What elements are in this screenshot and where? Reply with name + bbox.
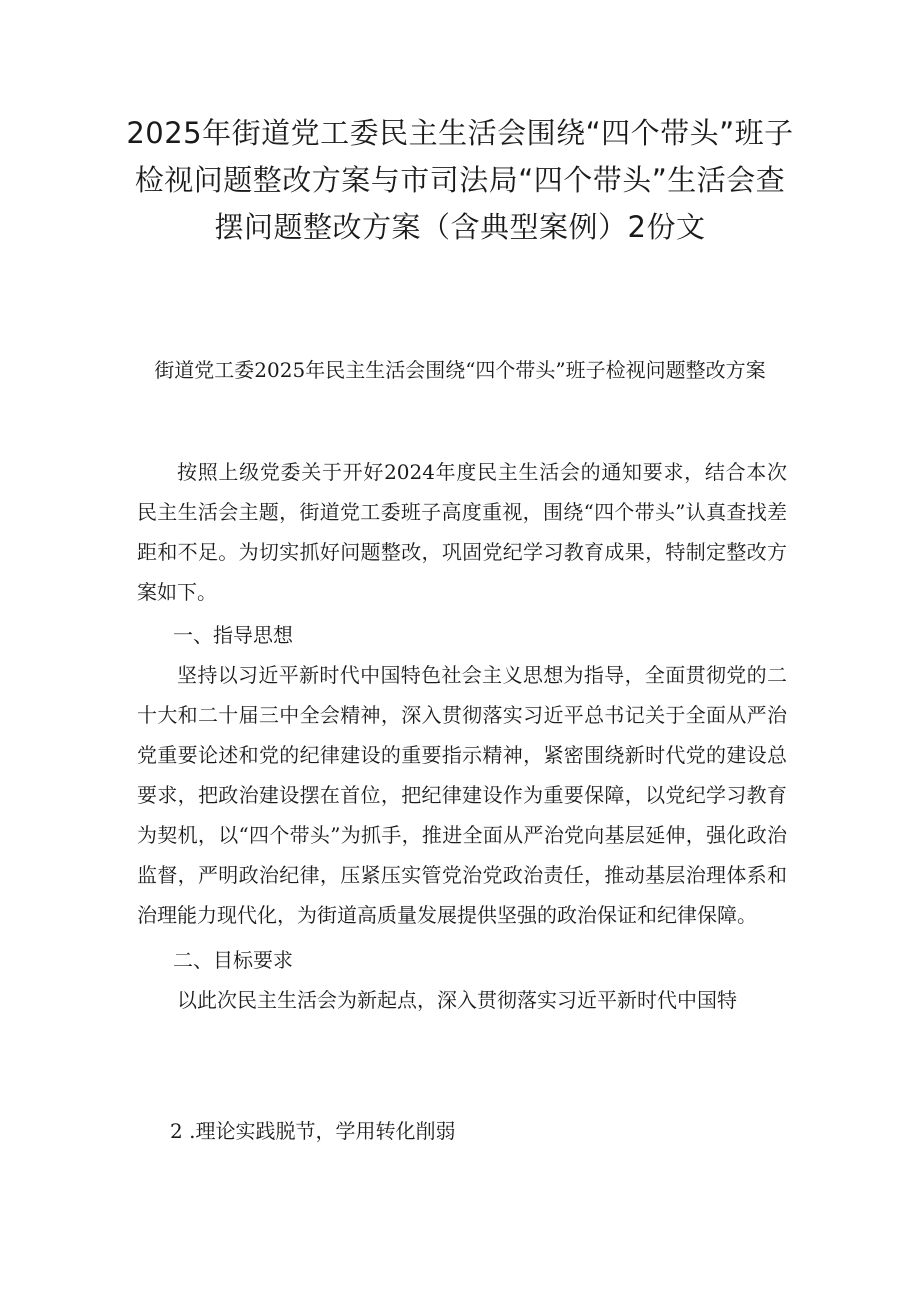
document-title: 2025年街道党工委民主生活会围绕“四个带头”班子检视问题整改方案与市司法局“四个带头”生活会查摆问题整改方案（含典型案例）2份文: [126, 116, 794, 244]
objectives-paragraph: 以此次民主生活会为新起点，深入贯彻落实习近平新时代中国特: [177, 988, 737, 1012]
guiding-ideology-paragraph: 坚持以习近平新时代中国特色社会主义思想为指导，全面贯彻党的二十大和二十届三中全会精神，深入贯彻落实习近平总书记关于全面从严治党重要论述和党的纪律建设的重要指示精神，紧密围绕新时代党的建设总要求，把政治建设摆在首位，把纪律建设作为重要保障，以党纪学习教育为契机，以“四个带头”为抓手，推进全面从严治党向基层延伸，强化政治监督，严明政治纪律，压紧压实管党治党政治责任，推动基层治理体系和治理能力现代化，为街道高质量发展提供坚强的政治保证和纪律保障。: [137, 663, 787, 927]
document-body: [137, 452, 787, 1020]
intro-paragraph: 按照上级党委关于开好2024年度民主生活会的通知要求，结合本次民主生活会主题，街道党工委班子高度重视，围绕“四个带头”认真查找差距和不足。为切实抓好问题整改，巩固党纪学习教育成果，特制定整改方案如下。: [137, 460, 787, 604]
heading-guiding-ideology: 一、指导思想: [173, 623, 293, 647]
section-title: 街道党工委2025年民主生活会围绕“四个带头”班子检视问题整改方案: [154, 358, 766, 382]
heading-objectives: 二、目标要求: [173, 948, 293, 972]
list-item-fragment: 2 .理论实践脱节，学用转化削弱: [170, 1119, 456, 1143]
